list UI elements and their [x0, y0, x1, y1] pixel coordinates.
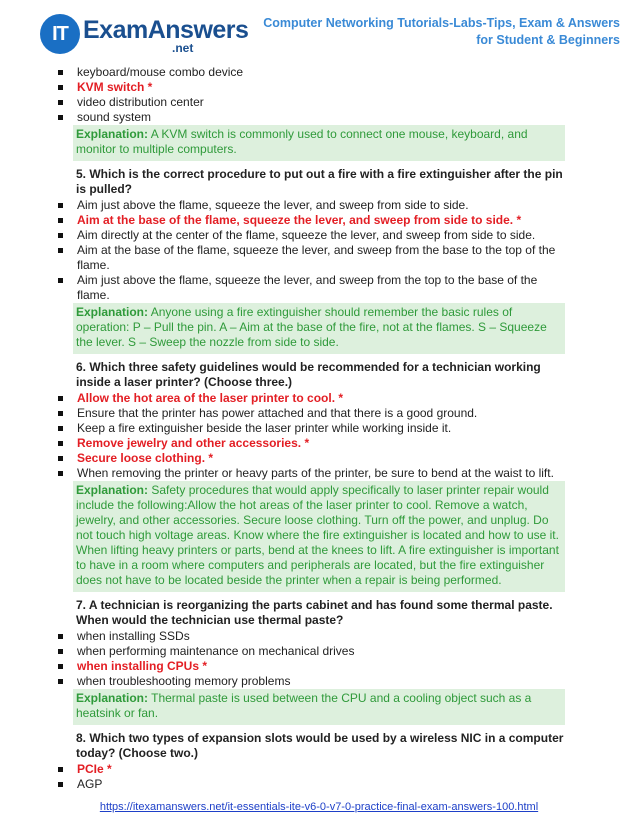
q7-option-1: when installing SSDs — [57, 629, 565, 644]
bullet-icon — [58, 100, 63, 105]
bullet-icon — [58, 649, 63, 654]
bullet-icon — [58, 679, 63, 684]
logo-name: ExamAnswers — [83, 16, 249, 44]
q6-options — [57, 391, 565, 481]
q8-option-2: AGP — [57, 777, 565, 792]
tagline-line-1: Computer Networking Tutorials-Labs-Tips, Exam & Answers — [263, 16, 620, 30]
q6-explanation: Explanation: Safety procedures that would apply specifically to laser printer repair would include the following:Allow the hot areas of the laser printer to cool. Remove a watch, jewelry, and other accessories. Secure loose clothing. Turn off the power, and unplug. Do not touch high voltage areas. Know where the fire extinguisher is located and how to use it. When lifting heavy printers or parts, bend at the knees to lift. A fire extinguisher is important to have in a room where computers and peripherals are located, but the fire extinguisher does not have to be located beside the printer when a repair is being performed. — [73, 481, 565, 592]
bullet-icon — [58, 664, 63, 669]
q5-explanation: Explanation: Anyone using a fire extinguisher should remember the basic rules of operation: P – Pull the pin. A – Aim at the base of the fire, not at the flames. S – Squeeze the lever. S – Sweep the nozzle from side to side. — [73, 303, 565, 354]
logo-domain: .net — [172, 41, 194, 55]
exam-content — [57, 65, 565, 792]
q8-question: 8. Which two types of expansion slots would be used by a wireless NIC in a computer today? (Choose two.) — [76, 731, 564, 760]
q6-option-4-correct: Remove jewelry and other accessories. * — [57, 436, 565, 451]
q4-explanation: Explanation: A KVM switch is commonly used to connect one mouse, keyboard, and monitor to multiple computers. — [73, 125, 565, 161]
q7-options — [57, 629, 565, 689]
q6-option-6: When removing the printer or heavy parts of the printer, be sure to bend at the waist to lift. — [57, 466, 565, 481]
q4-option-3: video distribution center — [57, 95, 565, 110]
q7-option-3-correct: when installing CPUs * — [57, 659, 565, 674]
q5-option-3: Aim directly at the center of the flame, squeeze the lever, and sweep from side to side. — [57, 228, 565, 243]
bullet-icon — [58, 396, 63, 401]
bullet-icon — [58, 248, 63, 253]
q5-question: 5. Which is the correct procedure to put out a fire with a fire extinguisher after the pin is pulled? — [76, 167, 563, 196]
q5-option-4: Aim at the base of the flame, squeeze the lever, and sweep from the base to the top of the flame. — [57, 243, 565, 273]
q5-option-1: Aim just above the flame, squeeze the lever, and sweep from side to side. — [57, 198, 565, 213]
q6-option-2: Ensure that the printer has power attached and that there is a good ground. — [57, 406, 565, 421]
bullet-icon — [58, 634, 63, 639]
q5-option-2-correct: Aim at the base of the flame, squeeze the lever, and sweep from side to side. * — [57, 213, 565, 228]
q5-options — [57, 198, 565, 303]
q6-option-3: Keep a fire extinguisher beside the laser printer while working inside it. — [57, 421, 565, 436]
q7-question: 7. A technician is reorganizing the parts cabinet and has found some thermal paste. When would the technician use thermal paste? — [76, 598, 553, 627]
bullet-icon — [58, 115, 63, 120]
q7-option-4: when troubleshooting memory problems — [57, 674, 565, 689]
bullet-icon — [58, 426, 63, 431]
bullet-icon — [58, 218, 63, 223]
q7-explanation: Explanation: Thermal paste is used between the CPU and a cooling object such as a heatsink or fan. — [73, 689, 565, 725]
bullet-icon — [58, 456, 63, 461]
page-header — [0, 0, 638, 62]
q8-option-1-correct: PCIe * — [57, 762, 565, 777]
bullet-icon — [58, 471, 63, 476]
q6-option-5-correct: Secure loose clothing. * — [57, 451, 565, 466]
q4-options — [57, 65, 565, 125]
bullet-icon — [58, 441, 63, 446]
bullet-icon — [58, 782, 63, 787]
q4-option-2-correct: KVM switch * — [57, 80, 565, 95]
q5-option-5: Aim just above the flame, squeeze the lever, and sweep from the top to the base of the flame. — [57, 273, 565, 303]
bullet-icon — [58, 70, 63, 75]
logo-it-badge: IT — [40, 14, 80, 54]
q6-question: 6. Which three safety guidelines would be recommended for a technician working inside a laser printer? (Choose three.) — [76, 360, 541, 389]
q7-option-2: when performing maintenance on mechanical drives — [57, 644, 565, 659]
q6-option-1-correct: Allow the hot area of the laser printer to cool. * — [57, 391, 565, 406]
bullet-icon — [58, 203, 63, 208]
footer-url-link[interactable]: https://itexamanswers.net/it-essentials-ite-v6-0-v7-0-practice-final-exam-answers-100.html — [99, 801, 539, 813]
bullet-icon — [58, 767, 63, 772]
bullet-icon — [58, 85, 63, 90]
bullet-icon — [58, 278, 63, 283]
tagline-line-2: for Student & Beginners — [476, 33, 620, 47]
site-tagline — [263, 15, 620, 49]
q8-options — [57, 762, 565, 792]
site-logo[interactable] — [40, 14, 249, 55]
q4-option-4: sound system — [57, 110, 565, 125]
bullet-icon — [58, 411, 63, 416]
q4-option-1: keyboard/mouse combo device — [57, 65, 565, 80]
bullet-icon — [58, 233, 63, 238]
